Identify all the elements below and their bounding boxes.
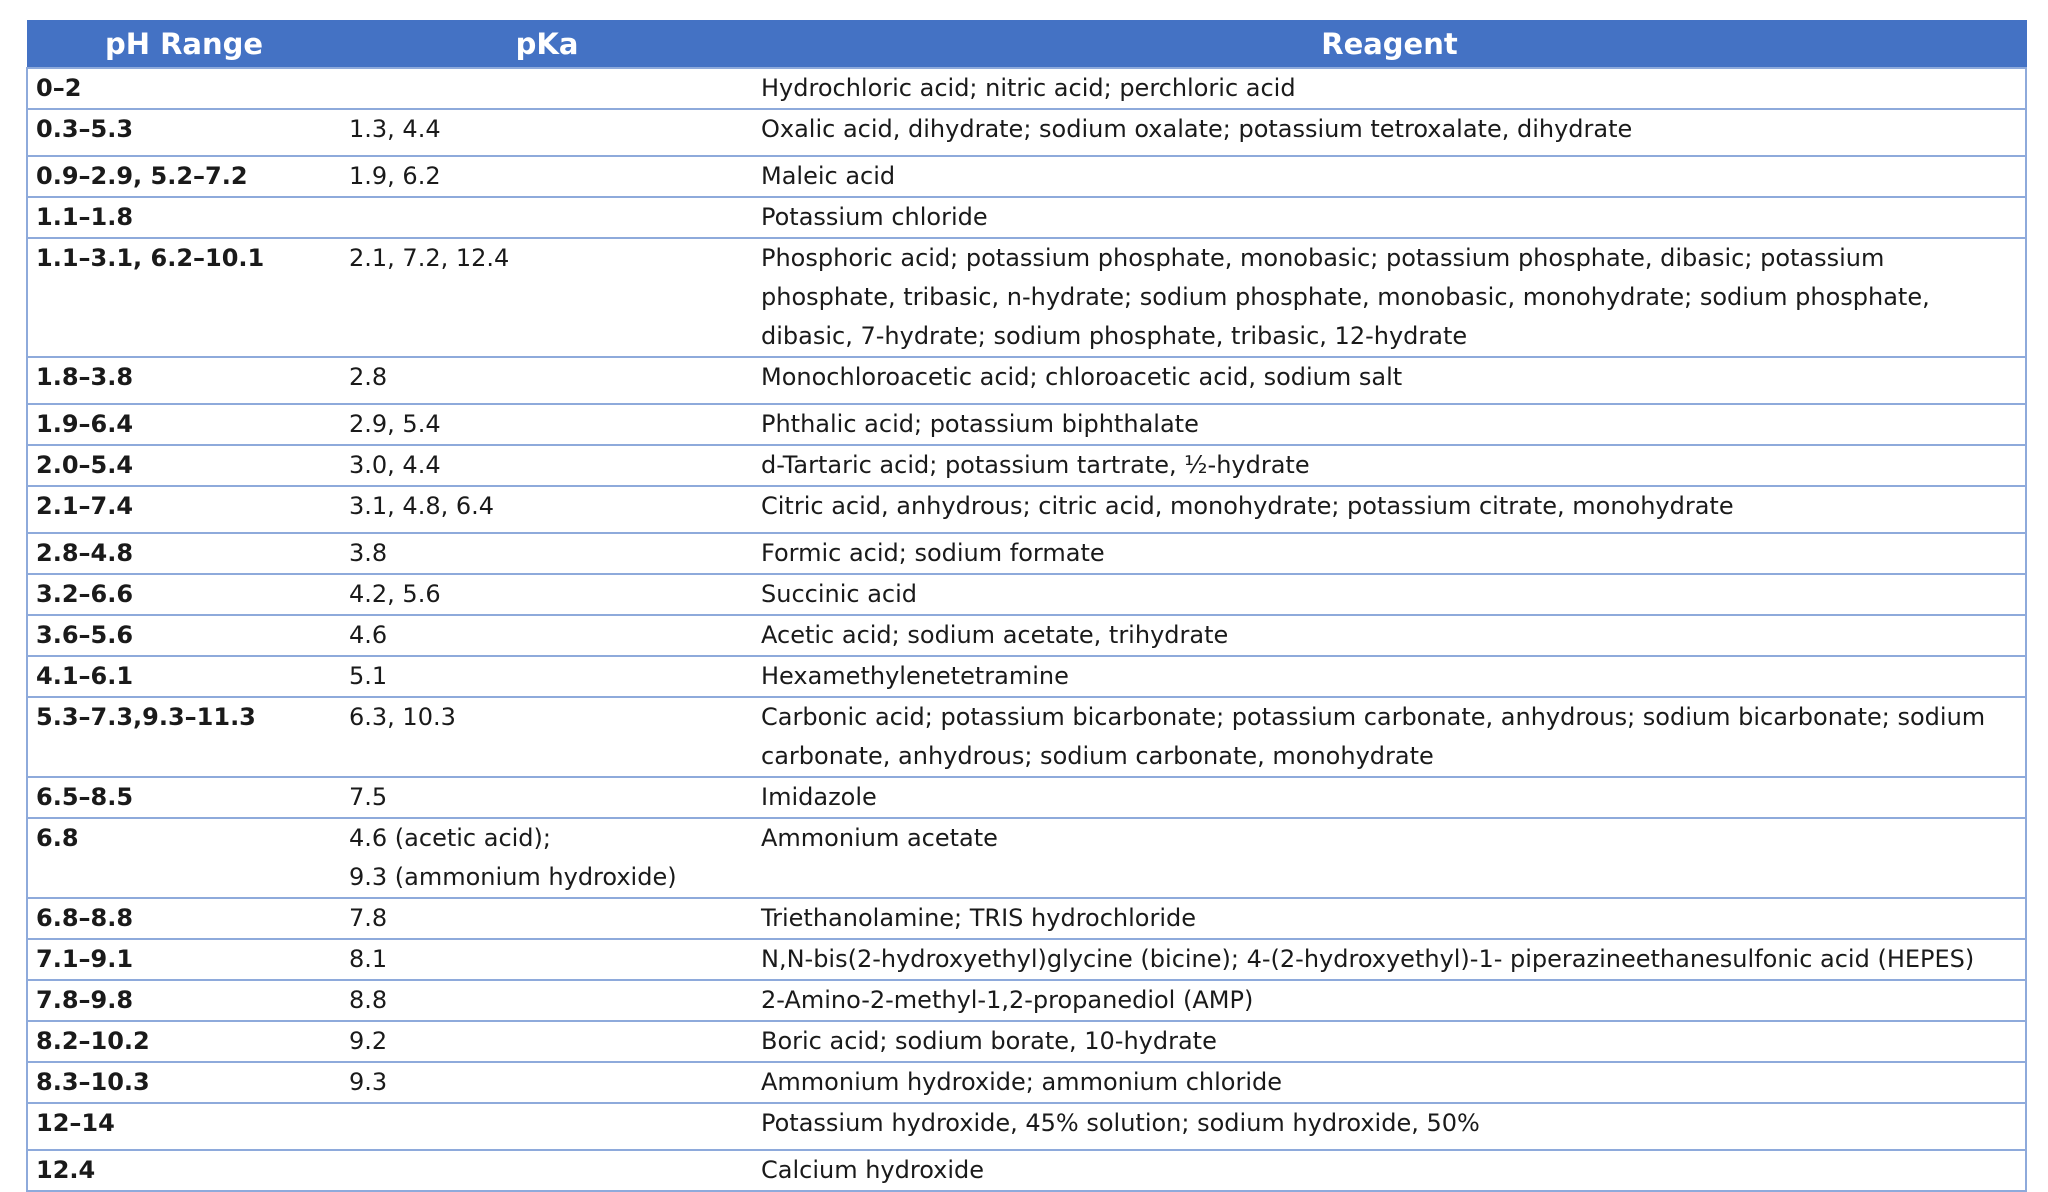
cell-reagent: Hydrochloric acid; nitric acid; perchloric acid <box>753 68 2026 109</box>
cell-pka: 9.2 <box>341 1021 753 1062</box>
table-row <box>27 68 2026 109</box>
cell-ph-range: 12.4 <box>27 1150 341 1191</box>
cell-pka: 2.1, 7.2, 12.4 <box>341 238 753 357</box>
cell-reagent: Triethanolamine; TRIS hydrochloride <box>753 898 2026 939</box>
header-row <box>27 21 2026 69</box>
cell-pka: 6.3, 10.3 <box>341 697 753 777</box>
cell-pka: 7.5 <box>341 777 753 818</box>
cell-pka: 3.0, 4.4 <box>341 445 753 486</box>
cell-pka: 2.8 <box>341 357 753 404</box>
table-row <box>27 533 2026 574</box>
table-row <box>27 656 2026 697</box>
cell-ph-range: 1.8–3.8 <box>27 357 341 404</box>
cell-ph-range: 7.1–9.1 <box>27 939 341 980</box>
cell-pka <box>341 1150 753 1191</box>
cell-reagent: 2-Amino-2-methyl-1,2-propanediol (AMP) <box>753 980 2026 1021</box>
cell-reagent: N,N-bis(2-hydroxyethyl)glycine (bicine); 4-(2-hydroxyethyl)-1- piperazineethanesulfonic acid (HEPES) <box>753 939 2026 980</box>
buffer-table-container <box>26 20 2025 1192</box>
header-pka: pKa <box>341 21 753 69</box>
cell-ph-range: 8.3–10.3 <box>27 1062 341 1103</box>
table-row <box>27 574 2026 615</box>
cell-pka <box>341 68 753 109</box>
cell-pka: 4.2, 5.6 <box>341 574 753 615</box>
cell-reagent: Potassium chloride <box>753 197 2026 238</box>
table-row <box>27 980 2026 1021</box>
cell-pka: 7.8 <box>341 898 753 939</box>
cell-reagent: Boric acid; sodium borate, 10-hydrate <box>753 1021 2026 1062</box>
cell-pka: 8.8 <box>341 980 753 1021</box>
cell-pka: 1.9, 6.2 <box>341 156 753 197</box>
table-row <box>27 109 2026 156</box>
table-row <box>27 197 2026 238</box>
table-row <box>27 898 2026 939</box>
table-row <box>27 156 2026 197</box>
cell-ph-range: 6.8 <box>27 818 341 898</box>
cell-pka: 4.6 (acetic acid); 9.3 (ammonium hydroxide) <box>341 818 753 898</box>
table-row <box>27 357 2026 404</box>
cell-ph-range: 0.3–5.3 <box>27 109 341 156</box>
cell-ph-range: 5.3–7.3,9.3–11.3 <box>27 697 341 777</box>
cell-ph-range: 7.8–9.8 <box>27 980 341 1021</box>
header-ph-range: pH Range <box>27 21 341 69</box>
cell-reagent: Phthalic acid; potassium biphthalate <box>753 404 2026 445</box>
cell-reagent: Ammonium hydroxide; ammonium chloride <box>753 1062 2026 1103</box>
table-row <box>27 1021 2026 1062</box>
cell-reagent: Formic acid; sodium formate <box>753 533 2026 574</box>
cell-ph-range: 0.9–2.9, 5.2–7.2 <box>27 156 341 197</box>
cell-reagent: Phosphoric acid; potassium phosphate, monobasic; potassium phosphate, dibasic; potassium phosphate, tribasic, n-hydrate; sodium phosphate, monobasic, monohydrate; sodium phosphate, dibasic, 7-hydrate; sodium phosphate, tribasic, 12-hydrate <box>753 238 2026 357</box>
table-row <box>27 1150 2026 1191</box>
cell-pka: 3.8 <box>341 533 753 574</box>
cell-ph-range: 0–2 <box>27 68 341 109</box>
cell-reagent: Succinic acid <box>753 574 2026 615</box>
cell-pka: 1.3, 4.4 <box>341 109 753 156</box>
table-row <box>27 697 2026 777</box>
cell-ph-range: 3.6–5.6 <box>27 615 341 656</box>
cell-pka <box>341 1103 753 1150</box>
cell-ph-range: 2.8–4.8 <box>27 533 341 574</box>
cell-reagent: Calcium hydroxide <box>753 1150 2026 1191</box>
cell-ph-range: 1.9–6.4 <box>27 404 341 445</box>
cell-pka: 8.1 <box>341 939 753 980</box>
table-row <box>27 404 2026 445</box>
table-row <box>27 1062 2026 1103</box>
cell-reagent: Potassium hydroxide, 45% solution; sodium hydroxide, 50% <box>753 1103 2026 1150</box>
cell-pka: 3.1, 4.8, 6.4 <box>341 486 753 533</box>
cell-pka: 9.3 <box>341 1062 753 1103</box>
table-row <box>27 939 2026 980</box>
cell-ph-range: 4.1–6.1 <box>27 656 341 697</box>
cell-ph-range: 6.8–8.8 <box>27 898 341 939</box>
cell-pka: 4.6 <box>341 615 753 656</box>
cell-reagent: d-Tartaric acid; potassium tartrate, ½-hydrate <box>753 445 2026 486</box>
cell-ph-range: 2.0–5.4 <box>27 445 341 486</box>
buffer-reagents-table <box>26 20 2027 1192</box>
cell-ph-range: 12–14 <box>27 1103 341 1150</box>
cell-ph-range: 2.1–7.4 <box>27 486 341 533</box>
table-row <box>27 1103 2026 1150</box>
table-body <box>27 68 2026 1191</box>
header-reagent: Reagent <box>753 21 2026 69</box>
cell-ph-range: 1.1–3.1, 6.2–10.1 <box>27 238 341 357</box>
table-row <box>27 818 2026 898</box>
cell-reagent: Carbonic acid; potassium bicarbonate; potassium carbonate, anhydrous; sodium bicarbonate; sodium carbonate, anhydrous; sodium carbonate, monohydrate <box>753 697 2026 777</box>
table-row <box>27 445 2026 486</box>
table-header <box>27 21 2026 69</box>
table-row <box>27 777 2026 818</box>
table-row <box>27 238 2026 357</box>
table-row <box>27 486 2026 533</box>
cell-pka: 5.1 <box>341 656 753 697</box>
cell-pka: 2.9, 5.4 <box>341 404 753 445</box>
cell-ph-range: 6.5–8.5 <box>27 777 341 818</box>
cell-reagent: Oxalic acid, dihydrate; sodium oxalate; potassium tetroxalate, dihydrate <box>753 109 2026 156</box>
cell-reagent: Maleic acid <box>753 156 2026 197</box>
cell-reagent: Acetic acid; sodium acetate, trihydrate <box>753 615 2026 656</box>
cell-reagent: Imidazole <box>753 777 2026 818</box>
cell-reagent: Ammonium acetate <box>753 818 2026 898</box>
cell-reagent: Hexamethylenetetramine <box>753 656 2026 697</box>
cell-pka <box>341 197 753 238</box>
cell-ph-range: 8.2–10.2 <box>27 1021 341 1062</box>
cell-ph-range: 1.1–1.8 <box>27 197 341 238</box>
table-row <box>27 615 2026 656</box>
cell-ph-range: 3.2–6.6 <box>27 574 341 615</box>
cell-reagent: Monochloroacetic acid; chloroacetic acid, sodium salt <box>753 357 2026 404</box>
cell-reagent: Citric acid, anhydrous; citric acid, monohydrate; potassium citrate, monohydrate <box>753 486 2026 533</box>
